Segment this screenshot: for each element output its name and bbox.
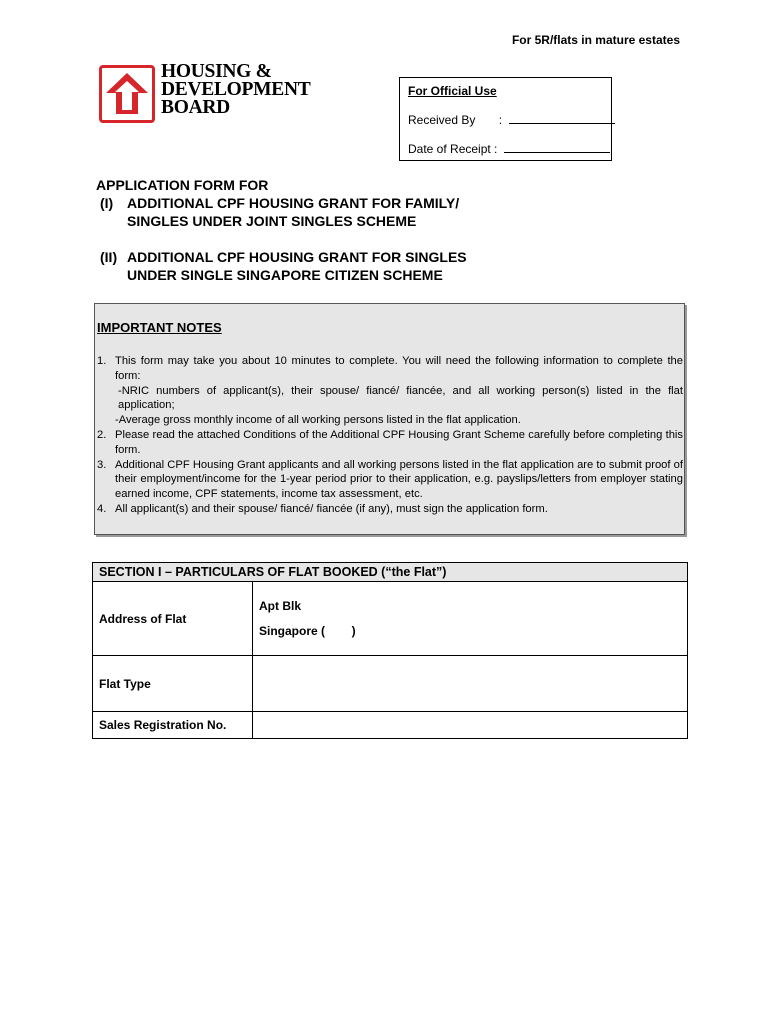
flat-type-label: Flat Type	[93, 656, 253, 712]
house-arrow-icon	[99, 65, 155, 123]
date-of-receipt-row	[408, 141, 610, 156]
address-of-flat-field[interactable]	[253, 582, 688, 656]
top-note: For 5R/flats in mature estates	[511, 33, 680, 47]
form-title-item-1-line-2: SINGLES UNDER JOINT SINGLES SCHEME	[127, 213, 417, 229]
form-title-main: APPLICATION FORM FOR	[96, 177, 269, 193]
date-of-receipt-label: Date of Receipt :	[408, 142, 498, 156]
list-item: 1. This form may take you about 10 minutes to complete. You will need the following information to complete the form: -NRIC numbers of applicant(s), their spouse/ fiancé/ fiancée, and all working person(s) listed in the flat application; -Average gross monthly income of all working persons listed in the flat application.	[97, 355, 683, 427]
important-notes-heading: IMPORTANT NOTES	[97, 320, 222, 335]
logo-line-1: HOUSING &	[161, 61, 272, 82]
singapore-label: Singapore ( )	[259, 623, 356, 638]
note-2-text: Please read the attached Conditions of the Additional CPF Housing Grant Scheme carefully before completing this form.	[115, 428, 683, 456]
list-item: 2. Please read the attached Conditions of the Additional CPF Housing Grant Scheme carefully before completing this form.	[97, 428, 683, 456]
date-of-receipt-field[interactable]	[504, 141, 610, 153]
form-title-item-1	[96, 194, 467, 230]
important-notes-list	[97, 354, 683, 517]
address-of-flat-label: Address of Flat	[93, 582, 253, 656]
table-row	[93, 712, 688, 739]
form-title	[96, 176, 467, 284]
received-by-separator: :	[498, 113, 503, 127]
sales-registration-label: Sales Registration No.	[93, 712, 253, 739]
form-title-item-2-line-2: UNDER SINGLE SINGAPORE CITIZEN SCHEME	[127, 267, 443, 283]
logo-line-2: DEVELOPMENT	[161, 79, 311, 100]
note-1-line-3: -Average gross monthly income of all working persons listed in the flat application.	[115, 414, 521, 427]
official-use-box	[399, 77, 612, 161]
note-1-line-2: -NRIC numbers of applicant(s), their spouse/ fiancé/ fiancée, and all working person(s) listed in the flat application;	[118, 384, 683, 412]
form-title-item-2-line-1: ADDITIONAL CPF HOUSING GRANT FOR SINGLES	[127, 249, 467, 265]
form-title-item-2	[96, 248, 467, 284]
table-row	[93, 582, 688, 656]
note-1-line-1: This form may take you about 10 minutes to complete. You will need the following information to complete the form:	[115, 355, 683, 382]
note-4-text: All applicant(s) and their spouse/ fiancé/ fiancée (if any), must sign the application form.	[115, 502, 548, 515]
section-1-table	[92, 562, 688, 739]
sales-registration-field[interactable]	[253, 712, 688, 739]
received-by-field[interactable]	[509, 112, 615, 124]
form-title-item-1-line-1: ADDITIONAL CPF HOUSING GRANT FOR FAMILY/	[127, 195, 460, 211]
note-3-text: Additional CPF Housing Grant applicants and all working persons listed in the flat application are to submit proof of their employment/income for the 1-year period prior to their application, e.g. payslips/letters from employer stating earned income, CPF statements, income tax assessment, etc.	[115, 458, 683, 501]
form-title-item-1-num: (I)	[100, 195, 114, 211]
received-by-label: Received By	[408, 113, 476, 127]
table-row	[93, 656, 688, 712]
form-title-item-2-num: (II)	[100, 249, 118, 265]
flat-type-field[interactable]	[253, 656, 688, 712]
apt-blk-label: Apt Blk	[259, 598, 301, 613]
section-1-title: SECTION I – PARTICULARS OF FLAT BOOKED (“the Flat”)	[93, 563, 688, 582]
received-by-row	[408, 112, 615, 127]
important-notes-box	[94, 303, 685, 535]
logo-line-3: BOARD	[161, 97, 230, 118]
hdb-logo	[99, 63, 334, 125]
list-item: 3. Additional CPF Housing Grant applicants and all working persons listed in the flat application are to submit proof of their employment/income for the 1-year period prior to their application, e.g. payslips/letters from employer stating earned income, CPF statements, income tax assessment, etc.	[97, 458, 683, 501]
list-item: 4. All applicant(s) and their spouse/ fiancé/ fiancée (if any), must sign the application form.	[97, 502, 683, 517]
logo-wordmark	[161, 63, 310, 117]
official-use-title: For Official Use	[408, 84, 497, 98]
